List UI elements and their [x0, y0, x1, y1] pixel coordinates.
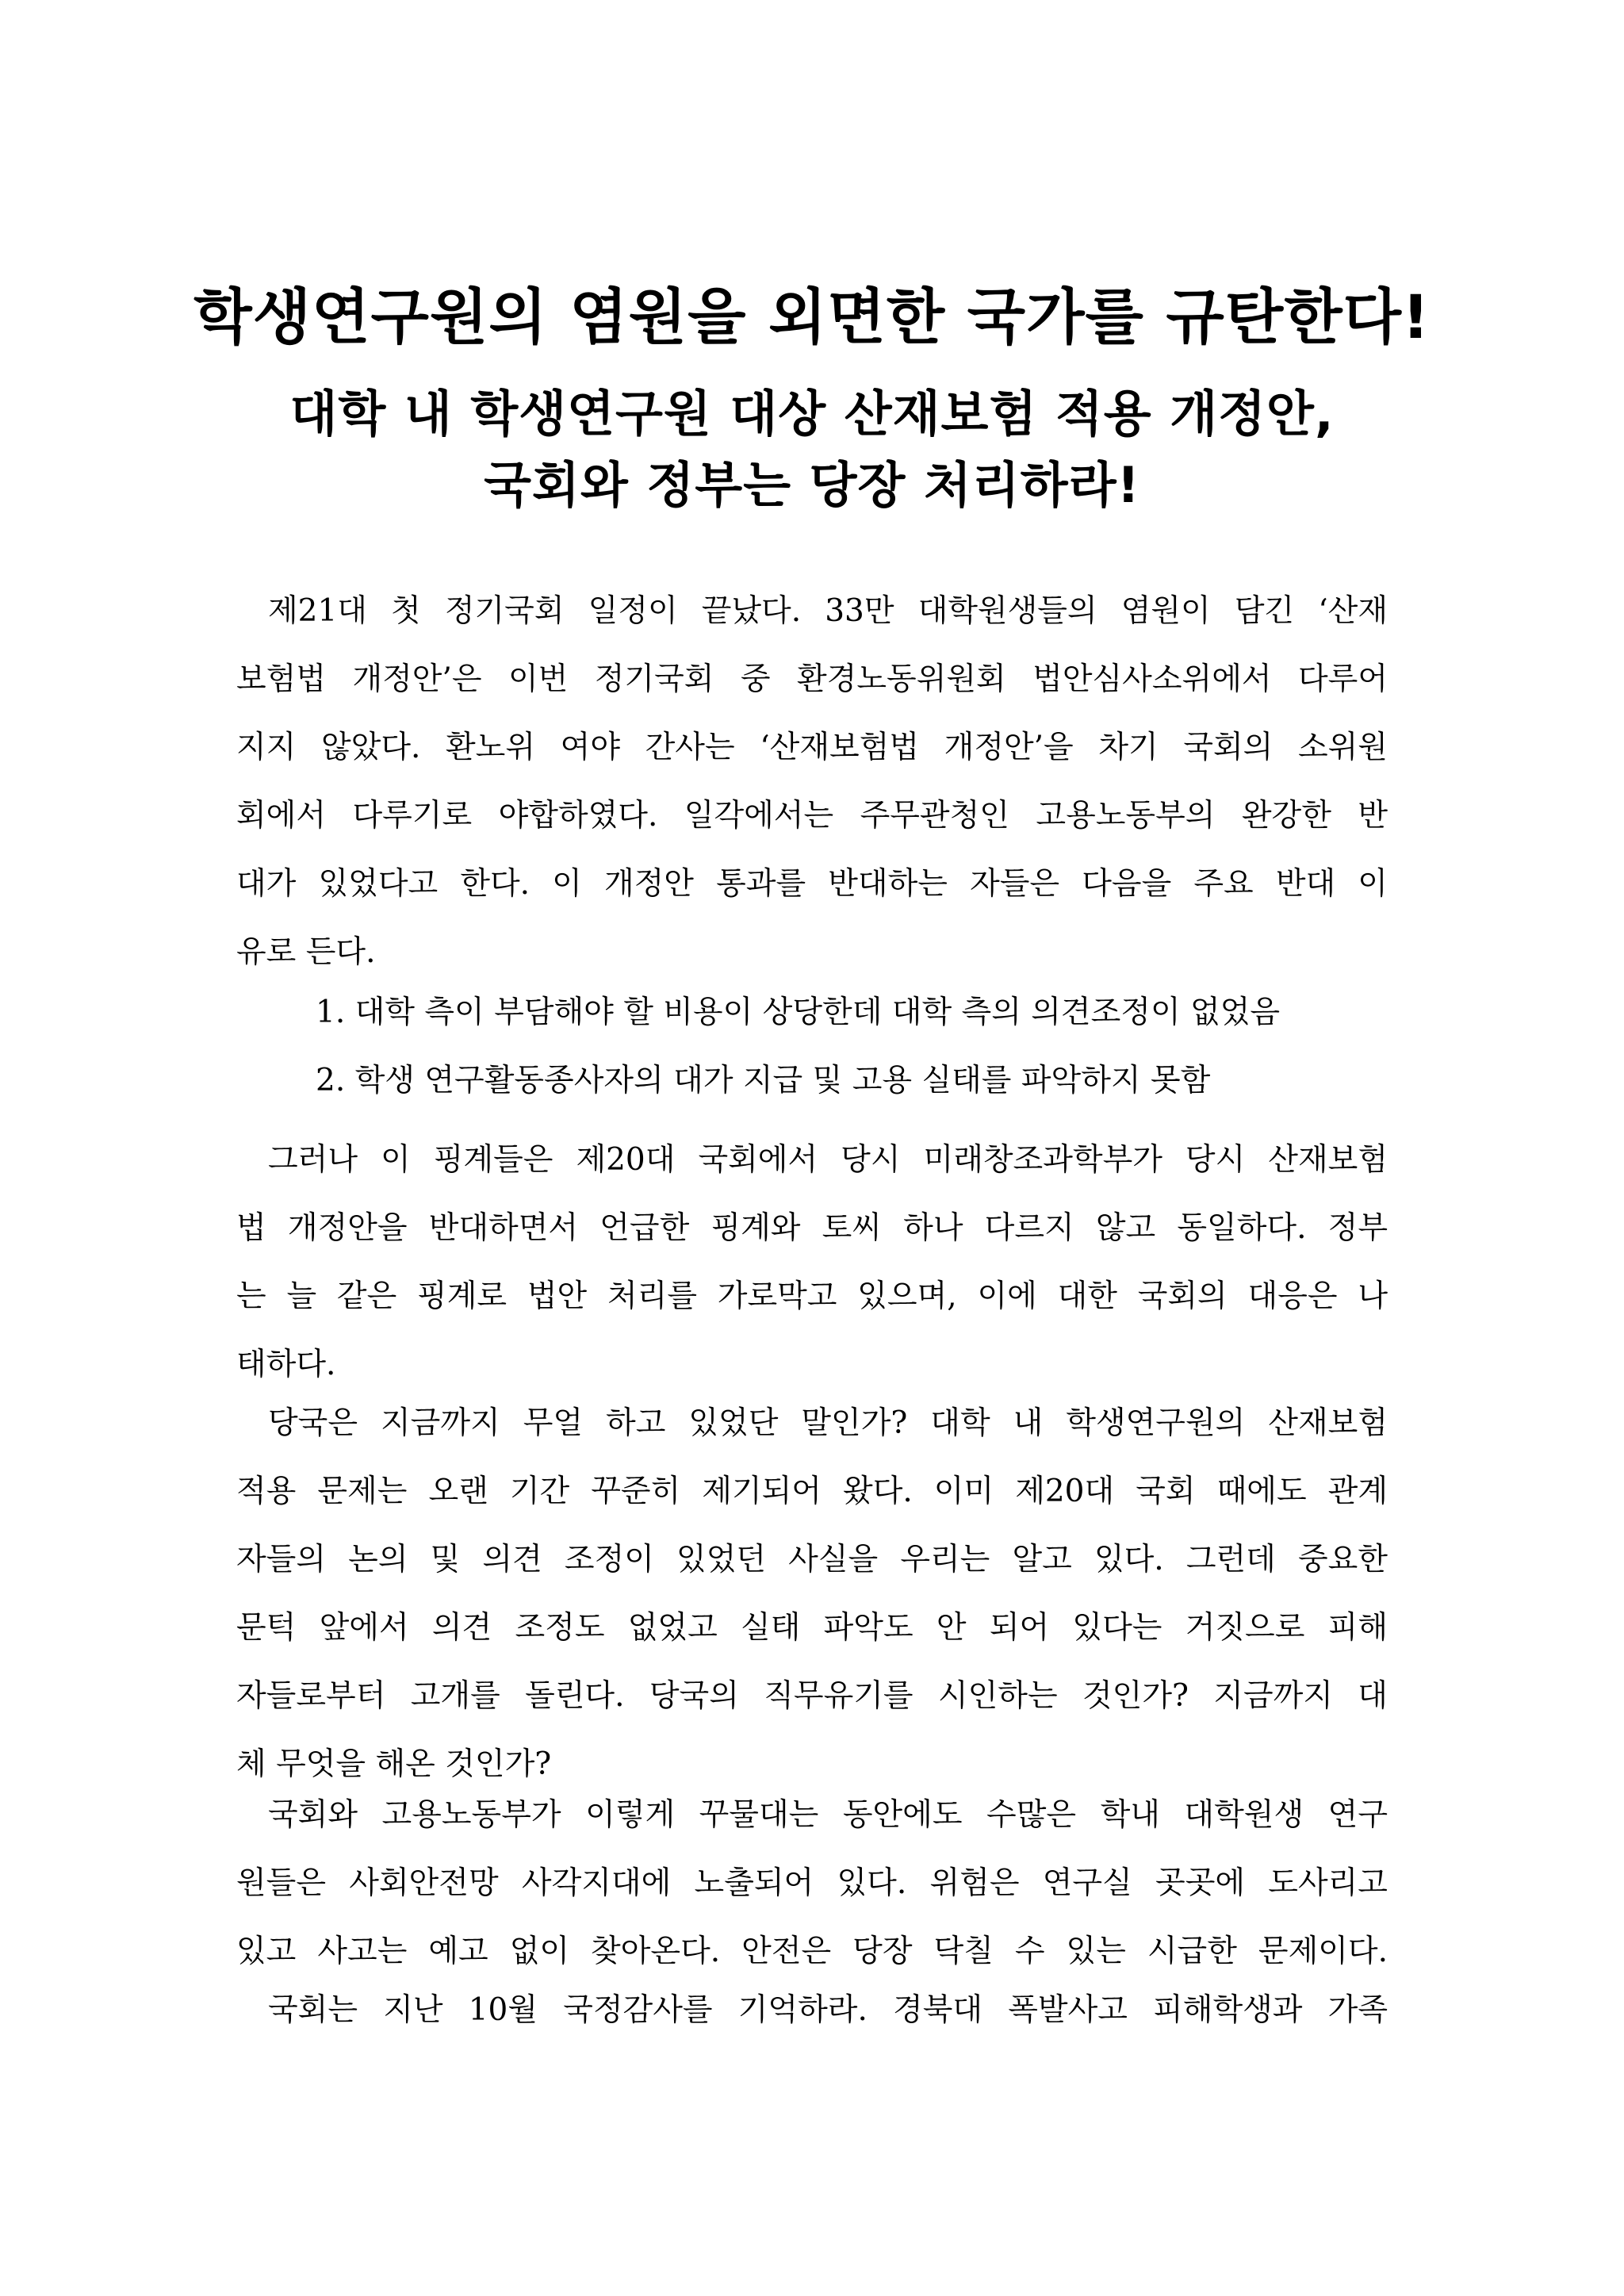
list-item: 1. 대학 측이 부담해야 할 비용이 상당한데 대학 측의 의견조정이 없었음 — [316, 995, 1281, 1030]
text-line: 자들의 논의 및 의견 조정이 있었던 사실을 우리는 알고 있다. 그런데 중요한 — [236, 1542, 1388, 1577]
text-line: 체 무엇을 해온 것인가? — [236, 1746, 552, 1782]
list-item: 2. 학생 연구활동종사자의 대가 지급 및 고용 실태를 파악하지 못함 — [316, 1063, 1211, 1098]
paragraph-4 — [236, 1781, 1388, 1986]
text-line: 문턱 앞에서 의견 조정도 없었고 실태 파악도 안 되어 있다는 거짓으로 피해 — [236, 1610, 1388, 1646]
text-line: 보험법 개정안’은 이번 정기국회 중 환경노동위원회 법안심사소위에서 다루어 — [236, 661, 1388, 697]
text-line: 원들은 사회안전망 사각지대에 노출되어 있다. 위험은 연구실 곳곳에 도사리고 — [236, 1865, 1388, 1901]
text-line: 자들로부터 고개를 돌린다. 당국의 직무유기를 시인하는 것인가? 지금까지 대 — [236, 1678, 1388, 1714]
subtitle-line-2: 국회와 정부는 당장 처리하라! — [484, 456, 1140, 514]
text-line: 법 개정안을 반대하면서 언급한 핑계와 토씨 하나 다르지 않고 동일하다. 정부 — [236, 1210, 1388, 1246]
text-line: 국회와 고용노동부가 이렇게 꾸물대는 동안에도 수많은 학내 대학원생 연구 — [268, 1797, 1388, 1833]
text-line: 대가 있었다고 한다. 이 개정안 통과를 반대하는 자들은 다음을 주요 반대 이 — [236, 866, 1388, 902]
text-line: 회에서 다루기로 야합하였다. 일각에서는 주무관청인 고용노동부의 완강한 반 — [236, 798, 1388, 834]
text-line: 당국은 지금까지 무얼 하고 있었단 말인가? 대학 내 학생연구원의 산재보험 — [268, 1405, 1388, 1441]
text-line: 제21대 첫 정기국회 일정이 끝났다. 33만 대학원생들의 염원이 담긴 ‘산재 — [268, 593, 1388, 629]
text-line: 는 늘 같은 핑계로 법안 처리를 가로막고 있으며, 이에 대한 국회의 대응은 나 — [236, 1278, 1388, 1314]
subtitle-line-1: 대학 내 학생연구원 대상 산재보험 적용 개정안, — [289, 385, 1335, 443]
main-title: 학생연구원의 염원을 외면한 국가를 규탄한다! — [193, 282, 1431, 352]
text-line: 국회는 지난 10월 국정감사를 기억하라. 경북대 폭발사고 피해학생과 가족 — [268, 1992, 1388, 2028]
text-line: 유로 든다. — [236, 934, 376, 970]
text-line: 있고 사고는 예고 없이 찾아온다. 안전은 당장 닥칠 수 있는 시급한 문제이다. — [236, 1934, 1388, 1969]
paragraph-2 — [236, 1126, 1388, 1399]
paragraph-3 — [236, 1389, 1388, 1799]
text-line: 적용 문제는 오랜 기간 꾸준히 제기되어 왔다. 이미 제20대 국회 때에도 관계 — [236, 1474, 1388, 1509]
text-line: 그러나 이 핑계들은 제20대 국회에서 당시 미래창조과학부가 당시 산재보험 — [268, 1142, 1388, 1178]
text-line: 지지 않았다. 환노위 여야 간사는 ‘산재보험법 개정안’을 차기 국회의 소위원 — [236, 730, 1388, 765]
paragraph-1 — [236, 577, 1388, 987]
text-line: 태하다. — [236, 1347, 336, 1382]
reasons-list — [236, 979, 1388, 1115]
paragraph-5 — [236, 1976, 1388, 2045]
